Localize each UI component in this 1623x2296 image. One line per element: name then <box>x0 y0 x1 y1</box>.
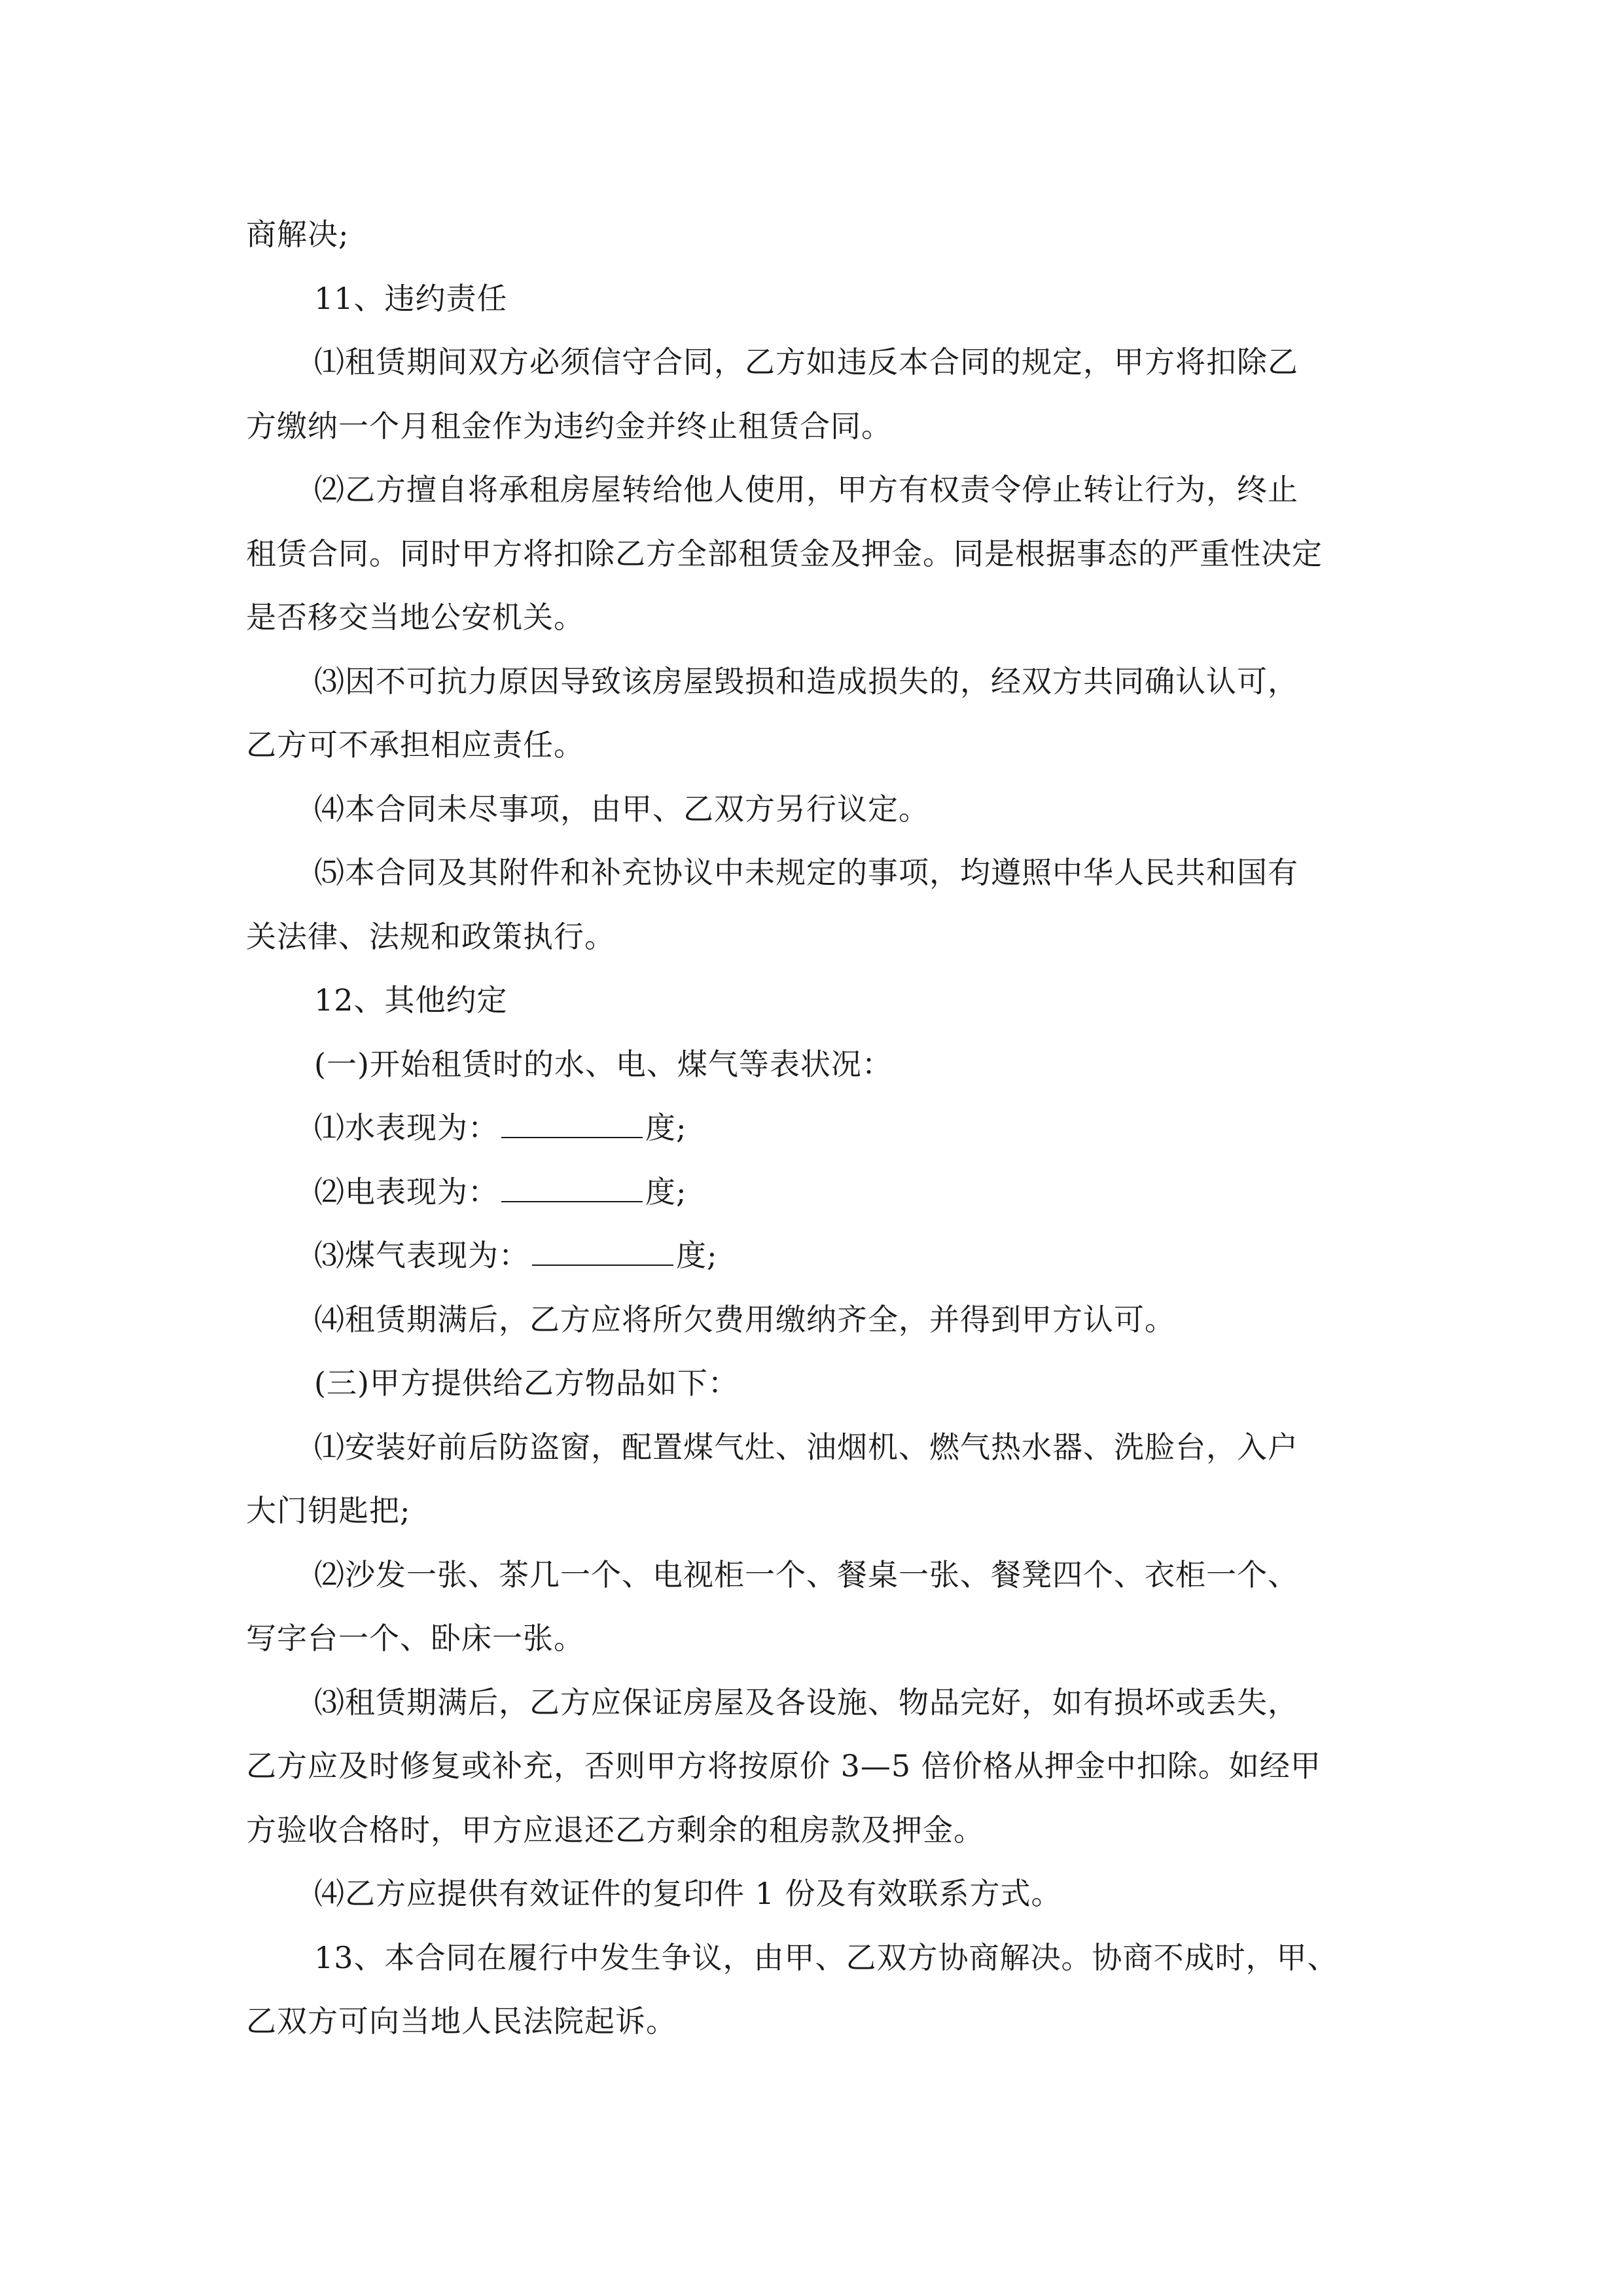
text-line: 方缴纳一个月租金作为违约金并终止租赁合同。 <box>246 408 892 444</box>
electric-meter-unit: 度; <box>645 1174 687 1210</box>
text-line: 乙双方可向当地人民法院起诉。 <box>246 2003 677 2039</box>
text-line: 写字台一个、卧床一张。 <box>246 1621 584 1656</box>
text-line: ⑵乙方擅自将承租房屋转给他人使用，甲方有权责令停止转让行为，终止 <box>314 472 1298 507</box>
text-line: 大门钥匙把; <box>246 1493 411 1528</box>
text-line: 租赁合同。同时甲方将扣除乙方全部租赁金及押金。同是根据事态的严重性决定 <box>246 535 1323 571</box>
text-line: ⑷本合同未尽事项，由甲、乙双方另行议定。 <box>314 791 929 827</box>
text-line: (三)甲方提供给乙方物品如下： <box>314 1365 739 1401</box>
text-line: ⑵沙发一张、茶几一个、电视柜一个、餐桌一张、餐凳四个、衣柜一个、 <box>314 1556 1298 1592</box>
electric-meter-label: ⑵电表现为： <box>314 1174 499 1210</box>
section-heading-other: 12、其他约定 <box>314 982 508 1018</box>
text-line: 方验收合格时，甲方应退还乙方剩余的租房款及押金。 <box>246 1812 984 1848</box>
text-line: ⑶因不可抗力原因导致该房屋毁损和造成损失的，经双方共同确认认可， <box>314 663 1298 699</box>
gas-meter-unit: 度; <box>676 1238 718 1273</box>
text-line: ⑷乙方应提供有效证件的复印件 1 份及有效联系方式。 <box>314 1876 1062 1911</box>
text-line: ⑶租赁期满后，乙方应保证房屋及各设施、物品完好，如有损坏或丢失， <box>314 1684 1298 1720</box>
water-meter-label: ⑴水表现为： <box>314 1110 499 1145</box>
text-line: 乙方可不承担相应责任。 <box>246 727 584 762</box>
text-line: ⑴租赁期间双方必须信守合同，乙方如违反本合同的规定，甲方将扣除乙 <box>314 344 1298 380</box>
section-heading-breach: 11、违约责任 <box>314 280 508 316</box>
gas-meter-label: ⑶煤气表现为： <box>314 1238 529 1273</box>
electric-meter-line <box>246 1160 1385 1225</box>
water-meter-blank[interactable] <box>501 1111 643 1138</box>
water-meter-unit: 度; <box>645 1110 687 1145</box>
text-line: ⑴安装好前后防盗窗，配置煤气灶、油烟机、燃气热水器、洗脸台，入户 <box>314 1429 1298 1465</box>
text-line: ⑷租赁期满后，乙方应将所欠费用缴纳齐全，并得到甲方认可。 <box>314 1301 1175 1337</box>
text-line: 是否移交当地公安机关。 <box>246 600 584 635</box>
gas-meter-line <box>246 1224 1385 1288</box>
document-body <box>246 203 1385 2054</box>
electric-meter-blank[interactable] <box>501 1175 643 1202</box>
text-line: 关法律、法规和政策执行。 <box>246 918 615 954</box>
text-line: 13、本合同在履行中发生争议，由甲、乙双方协商解决。协商不成时，甲、 <box>314 1939 1338 1975</box>
text-line: 乙方应及时修复或补充，否则甲方将按原价 3—5 倍价格从押金中扣除。如经甲 <box>246 1748 1321 1784</box>
text-line: 商解决; <box>246 217 349 252</box>
gas-meter-blank[interactable] <box>532 1238 673 1266</box>
water-meter-line <box>246 1096 1385 1160</box>
text-line: ⑸本合同及其附件和补充协议中未规定的事项，均遵照中华人民共和国有 <box>314 855 1298 890</box>
text-line: (一)开始租赁时的水、电、煤气等表状况： <box>314 1046 893 1082</box>
